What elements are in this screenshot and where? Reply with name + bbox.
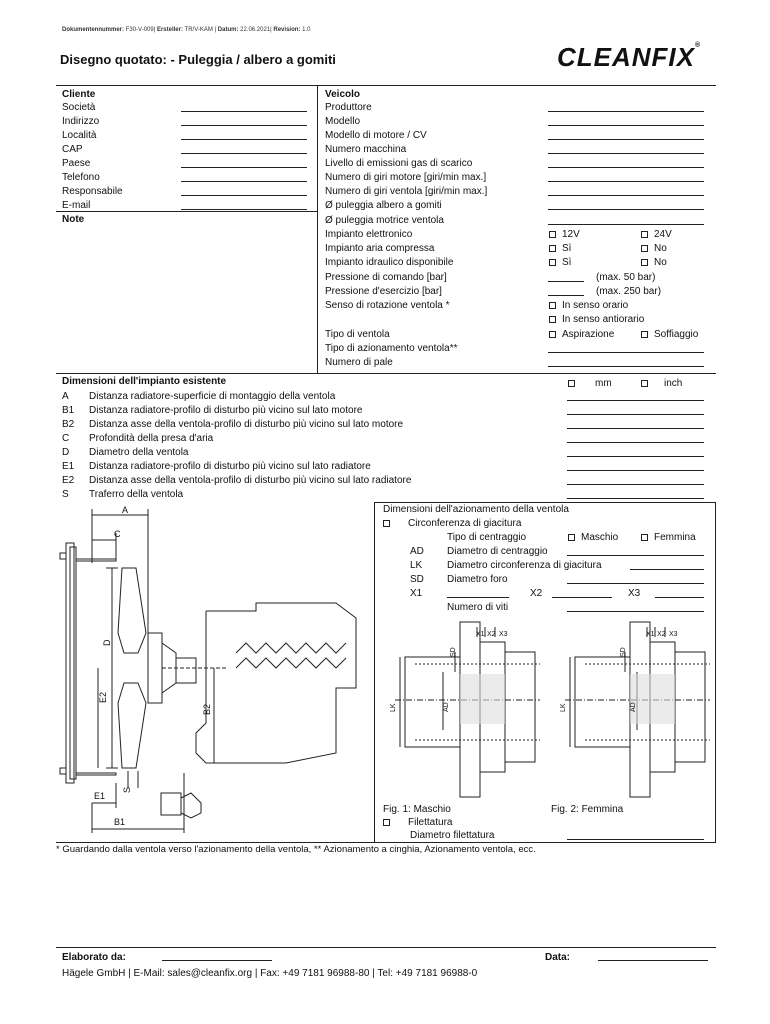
dimension-description: Distanza asse della ventola-profilo di disturbo più vicino sul lato radiatore bbox=[89, 475, 412, 486]
ad-text: Diametro di centraggio bbox=[447, 546, 548, 557]
idraulico-si-label: Sì bbox=[562, 257, 572, 268]
cliente-field-input[interactable] bbox=[181, 115, 307, 126]
numero-pale-label: Numero di pale bbox=[325, 357, 393, 368]
veicolo-heading: Veicolo bbox=[325, 89, 361, 100]
cliente-field-label: Località bbox=[62, 130, 97, 141]
opt-soffiaggio[interactable] bbox=[641, 328, 698, 341]
dim-label-s: S bbox=[122, 786, 132, 793]
fig2-label-x2: X2 bbox=[657, 631, 666, 638]
unit-inch[interactable] bbox=[641, 377, 682, 390]
fig2-female-centering-drawing bbox=[555, 612, 715, 802]
doc-date-label: Datum: bbox=[217, 27, 239, 33]
maschio-label: Maschio bbox=[581, 532, 619, 543]
numero-pale-field[interactable] bbox=[548, 356, 704, 367]
dim-label-d: D bbox=[102, 639, 112, 646]
cliente-field-label: Paese bbox=[62, 158, 91, 169]
doc-revision: 1.0 bbox=[302, 27, 311, 33]
x2-field[interactable] bbox=[552, 587, 612, 598]
checkbox-idraulico-si[interactable] bbox=[549, 259, 556, 266]
data-label: Data: bbox=[545, 952, 571, 963]
fig1-male-centering-drawing bbox=[385, 612, 545, 802]
cliente-field-input[interactable] bbox=[181, 143, 307, 154]
elaborato-label: Elaborato da: bbox=[62, 952, 126, 963]
note-heading: Note bbox=[62, 214, 85, 225]
dimension-value-field[interactable] bbox=[567, 488, 704, 499]
lk-field[interactable] bbox=[630, 559, 704, 570]
sd-field[interactable] bbox=[567, 573, 704, 584]
fig2-label-ad: AD bbox=[630, 702, 637, 712]
dimension-code: A bbox=[62, 391, 69, 402]
fig2-label-x1: X1 bbox=[646, 631, 655, 638]
dimension-description: Distanza radiatore-profilo di disturbo più vicino sul lato motore bbox=[89, 405, 363, 416]
checkbox-soffiaggio[interactable] bbox=[641, 331, 648, 338]
x1-code: X1 bbox=[410, 588, 423, 599]
aspirazione-label: Aspirazione bbox=[562, 329, 615, 340]
veicolo-field-input[interactable] bbox=[548, 101, 704, 112]
veicolo-field-input[interactable] bbox=[548, 171, 704, 182]
fan-blade-lower bbox=[118, 683, 146, 768]
pressione-comando-field[interactable] bbox=[548, 271, 584, 282]
checkbox-24v[interactable] bbox=[641, 231, 648, 238]
cliente-heading: Cliente bbox=[62, 89, 96, 100]
veicolo-field-label: Livello di emissioni gas di scarico bbox=[325, 158, 473, 169]
dimension-code: B1 bbox=[62, 405, 75, 416]
idraulico-no[interactable] bbox=[641, 256, 667, 269]
dimension-code: E1 bbox=[62, 461, 75, 472]
elaborato-field[interactable] bbox=[162, 950, 272, 961]
fig2-label-sd: SD bbox=[620, 647, 627, 657]
page-title: Disegno quotato: - Puleggia / albero a gomiti bbox=[60, 52, 336, 67]
opt-maschio[interactable] bbox=[568, 531, 618, 544]
cleanfix-logo bbox=[557, 42, 701, 73]
circonferenza-label: Circonferenza di giacitura bbox=[408, 518, 522, 529]
soffiaggio-label: Soffiaggio bbox=[654, 329, 699, 340]
opt-12v-label: 12V bbox=[562, 229, 580, 240]
unit-inch-label: inch bbox=[664, 378, 683, 389]
tipo-ventola-label: Tipo di ventola bbox=[325, 329, 390, 340]
dimension-value-field[interactable] bbox=[567, 460, 704, 471]
dimension-description: Distanza asse della ventola-profilo di disturbo più vicino sul lato motore bbox=[89, 419, 404, 430]
cliente-bottom-line bbox=[56, 211, 317, 212]
doc-created-label: Ersteller: bbox=[156, 27, 183, 33]
azionamento-left-line bbox=[374, 502, 375, 842]
frame-middle-divider bbox=[317, 85, 318, 373]
checkbox-aria-no[interactable] bbox=[641, 245, 648, 252]
fig1-label-sd: SD bbox=[450, 647, 457, 657]
aria-no-label: No bbox=[654, 243, 667, 254]
veicolo-field-label: Ø puleggia motrice ventola bbox=[325, 215, 444, 226]
impianto-elettronico-label: Impianto elettronico bbox=[325, 229, 413, 240]
doc-revision-label: Revision: bbox=[273, 27, 301, 33]
dimension-description: Diametro della ventola bbox=[89, 447, 189, 458]
veicolo-field-input[interactable] bbox=[548, 185, 704, 196]
veicolo-field-input[interactable] bbox=[548, 115, 704, 126]
veicolo-field-label: Numero macchina bbox=[325, 144, 407, 155]
opt-24v[interactable] bbox=[641, 228, 672, 241]
cliente-field-input[interactable] bbox=[181, 129, 307, 140]
opt-antiorario[interactable] bbox=[549, 313, 644, 326]
opt-24v-label: 24V bbox=[654, 229, 672, 240]
antiorario-label: In senso antiorario bbox=[562, 314, 645, 325]
veicolo-field-input[interactable] bbox=[548, 143, 704, 154]
logo-registered-mark: ® bbox=[695, 42, 702, 49]
veicolo-field-input[interactable] bbox=[548, 214, 704, 225]
dimension-code: C bbox=[62, 433, 70, 444]
azionamento-heading: Dimensioni dell'azionamento della ventola bbox=[383, 504, 569, 515]
aria-no[interactable] bbox=[641, 242, 667, 255]
tipo-azionamento-field[interactable] bbox=[548, 342, 704, 353]
dimension-value-field[interactable] bbox=[567, 418, 704, 429]
ad-code: AD bbox=[410, 546, 424, 557]
opt-circonferenza[interactable] bbox=[383, 517, 521, 530]
opt-femmina[interactable] bbox=[641, 531, 696, 544]
checkbox-inch[interactable] bbox=[641, 380, 648, 387]
veicolo-field-input[interactable] bbox=[548, 157, 704, 168]
checkbox-12v[interactable] bbox=[549, 231, 556, 238]
cliente-field-input[interactable] bbox=[181, 171, 307, 182]
max250-note: (max. 250 bar) bbox=[596, 286, 662, 297]
dimension-code: E2 bbox=[62, 475, 75, 486]
numero-viti-field[interactable] bbox=[567, 601, 704, 612]
impianto-aria-label: Impianto aria compressa bbox=[325, 243, 435, 254]
veicolo-field-label: Modello di motore / CV bbox=[325, 130, 427, 141]
dim-label-a: A bbox=[122, 505, 129, 515]
dim-label-e1: E1 bbox=[94, 791, 106, 801]
numero-viti-label: Numero di viti bbox=[447, 602, 509, 613]
dimension-description: Traferro della ventola bbox=[89, 489, 184, 500]
lk-text: Diametro circonferenza di giacitura bbox=[447, 560, 602, 571]
checkbox-aria-si[interactable] bbox=[549, 245, 556, 252]
sd-text: Diametro foro bbox=[447, 574, 508, 585]
logo-text: CLEANFIX bbox=[557, 42, 695, 72]
dimension-description: Distanza radiatore-profilo di disturbo più vicino sul lato radiatore bbox=[89, 461, 371, 472]
idraulico-si[interactable] bbox=[549, 256, 571, 269]
veicolo-field-input[interactable] bbox=[548, 199, 704, 210]
diametro-filettatura-field[interactable] bbox=[567, 829, 704, 840]
dim-label-b1: B1 bbox=[114, 817, 126, 827]
max50-note: (max. 50 bar) bbox=[596, 272, 656, 283]
checkbox-mm[interactable] bbox=[568, 380, 575, 387]
dim-label-e2: E2 bbox=[98, 691, 108, 703]
orario-label: In senso orario bbox=[562, 300, 629, 311]
data-field[interactable] bbox=[598, 950, 708, 961]
dimension-description: Distanza radiatore-superficie di montaggio della ventola bbox=[89, 391, 336, 402]
opt-12v[interactable] bbox=[549, 228, 580, 241]
cliente-field-input[interactable] bbox=[181, 185, 307, 196]
cliente-field-label: Telefono bbox=[62, 172, 100, 183]
dim-label-c: C bbox=[114, 529, 121, 539]
veicolo-field-label: Ø puleggia albero a gomiti bbox=[325, 200, 442, 211]
veicolo-field-label: Modello bbox=[325, 116, 361, 127]
fan-installation-drawing bbox=[56, 503, 374, 840]
opt-orario[interactable] bbox=[549, 299, 628, 312]
x3-code: X3 bbox=[628, 588, 641, 599]
dimension-code: S bbox=[62, 489, 69, 500]
x1-field[interactable] bbox=[447, 587, 509, 598]
pressione-esercizio-field[interactable] bbox=[548, 285, 584, 296]
checkbox-circonferenza[interactable] bbox=[383, 520, 390, 527]
dimension-value-field[interactable] bbox=[567, 432, 704, 443]
cliente-field-input[interactable] bbox=[181, 157, 307, 168]
dimension-value-field[interactable] bbox=[567, 446, 704, 457]
opt-filettatura[interactable] bbox=[383, 816, 452, 829]
femmina-label: Femmina bbox=[654, 532, 696, 543]
tipo-azionamento-label: Tipo di azionamento ventola** bbox=[325, 343, 458, 354]
azionamento-right-line bbox=[715, 502, 716, 842]
ad-field[interactable] bbox=[567, 545, 704, 556]
checkbox-maschio[interactable] bbox=[568, 534, 575, 541]
checkbox-antiorario[interactable] bbox=[549, 316, 556, 323]
dimensioni-heading: Dimensioni dell'impianto esistente bbox=[62, 376, 227, 387]
lk-code: LK bbox=[410, 560, 423, 571]
cliente-field-label: E-mail bbox=[62, 200, 91, 211]
dimension-value-field[interactable] bbox=[567, 390, 704, 401]
document-info: Dokumentennummer: F30-V-009| Ersteller: TR/V-KAM | Datum: 22.06.2021| Revision: 1.0 bbox=[62, 27, 311, 33]
fan-blade-upper bbox=[118, 568, 146, 653]
dimension-code: B2 bbox=[62, 419, 75, 430]
veicolo-field-label: Produttore bbox=[325, 102, 372, 113]
veicolo-field-label: Numero di giri ventola [giri/min max.] bbox=[325, 186, 488, 197]
cliente-field-label: Indirizzo bbox=[62, 116, 100, 127]
opt-aspirazione[interactable] bbox=[549, 328, 614, 341]
x2-code: X2 bbox=[530, 588, 543, 599]
fig1-label-x2: X2 bbox=[487, 631, 496, 638]
doc-created: TR/V-KAM bbox=[184, 27, 213, 33]
veicolo-field-input[interactable] bbox=[548, 129, 704, 140]
impianto-idraulico-label: Impianto idraulico disponibile bbox=[325, 257, 454, 268]
unit-mm-label: mm bbox=[595, 378, 612, 389]
dimension-value-field[interactable] bbox=[567, 404, 704, 415]
aria-si[interactable] bbox=[549, 242, 571, 255]
fig1-label-lk: LK bbox=[390, 703, 397, 712]
fig2-label-x3: X3 bbox=[669, 631, 678, 638]
checkbox-orario[interactable] bbox=[549, 302, 556, 309]
diametro-filettatura-label: Diametro filettatura bbox=[410, 830, 495, 841]
fig2-caption: Fig. 2: Femmina bbox=[551, 804, 624, 815]
footer-company-contact: Hägele GmbH | E-Mail: sales@cleanfix.org | Fax: +49 7181 96988-80 | Tel: +49 7181 96988-0 bbox=[62, 968, 478, 979]
doc-number-label: Dokumentennummer: bbox=[62, 27, 125, 33]
fig1-label-x3: X3 bbox=[499, 631, 508, 638]
footer-top-line bbox=[56, 947, 716, 948]
dimension-code: D bbox=[62, 447, 70, 458]
pressione-comando-label: Pressione di comando [bar] bbox=[325, 272, 447, 283]
cliente-field-input[interactable] bbox=[181, 199, 307, 210]
checkbox-idraulico-no[interactable] bbox=[641, 259, 648, 266]
cliente-field-label: CAP bbox=[62, 144, 83, 155]
dimension-value-field[interactable] bbox=[567, 474, 704, 485]
cliente-field-label: Responsabile bbox=[62, 186, 123, 197]
fig1-label-ad: AD bbox=[443, 702, 450, 712]
engine-outline bbox=[196, 603, 356, 763]
senso-rotazione-label: Senso di rotazione ventola * bbox=[325, 300, 450, 311]
checkbox-aspirazione[interactable] bbox=[549, 331, 556, 338]
unit-mm[interactable] bbox=[568, 377, 612, 390]
footnote: * Guardando dalla ventola verso l'azionamento della ventola, ** Azionamento a cinghia, Azionamento ventola, ecc. bbox=[56, 844, 536, 855]
pressione-esercizio-label: Pressione d'esercizio [bar] bbox=[325, 286, 442, 297]
checkbox-filettatura[interactable] bbox=[383, 819, 390, 826]
doc-date: 22.06.2021 bbox=[240, 27, 271, 33]
dim-label-b2: B2 bbox=[202, 703, 212, 715]
idraulico-no-label: No bbox=[654, 257, 667, 268]
cliente-field-input[interactable] bbox=[181, 101, 307, 112]
sd-code: SD bbox=[410, 574, 424, 585]
doc-number: F30-V-009 bbox=[125, 27, 154, 33]
x3-field[interactable] bbox=[655, 587, 704, 598]
veicolo-field-label: Numero di giri motore [giri/min max.] bbox=[325, 172, 487, 183]
cliente-field-label: Società bbox=[62, 102, 96, 113]
dimensioni-top-line bbox=[56, 373, 716, 374]
dimension-description: Profondità della presa d'aria bbox=[89, 433, 214, 444]
fig2-label-lk: LK bbox=[560, 703, 567, 712]
fig1-label-x1: X1 bbox=[476, 631, 485, 638]
frame-top-line bbox=[56, 85, 716, 86]
tipo-centraggio-label: Tipo di centraggio bbox=[447, 532, 527, 543]
filettatura-label: Filettatura bbox=[408, 817, 453, 828]
fig1-caption: Fig. 1: Maschio bbox=[383, 804, 451, 815]
checkbox-femmina[interactable] bbox=[641, 534, 648, 541]
aria-si-label: Sì bbox=[562, 243, 572, 254]
